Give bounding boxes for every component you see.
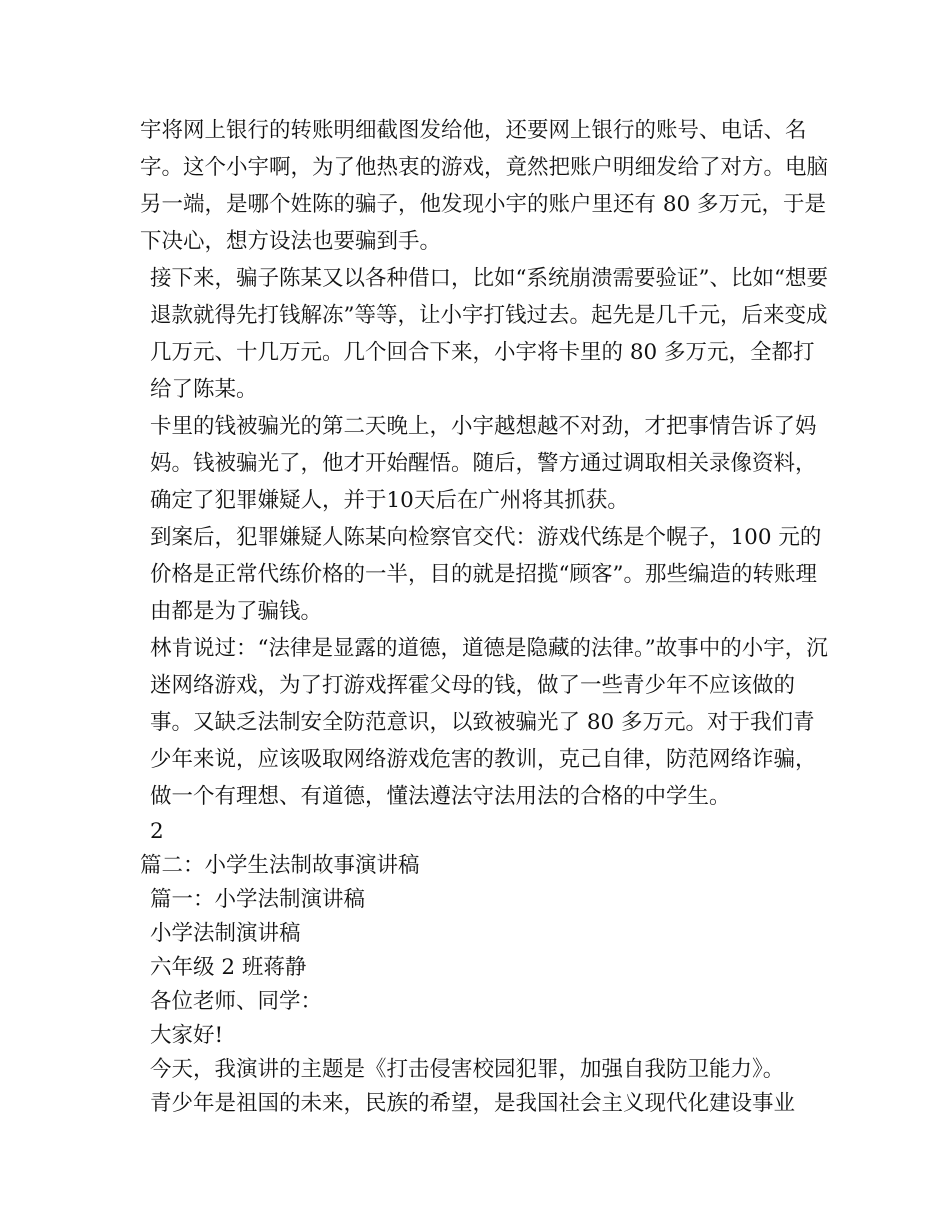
paragraph-1: 宇将网上银行的转账明细截图发给他，还要网上银行的账号、电话、名字。这个小宇啊，为了他热衷的游戏，竟然把账户明细发给了对方。电脑另一端，是哪个姓陈的骗子，他发现小宇的账户里还有 80 多万元，于是下决心，想方设法也要骗到手。 [140,118,829,254]
document-body [140,112,830,1121]
paragraph-3: 卡里的钱被骗光的第二天晚上，小宇越想越不对劲，才把事情告诉了妈妈。钱被骗光了，他才开始醒悟。随后，警方通过调取相关录像资料，确定了犯罪嫌疑人，并于10天后在广州将其抓获。 [150,414,817,513]
speech-title: 小学法制演讲稿 [150,921,301,946]
last-line: 青少年是祖国的未来，民族的希望，是我国社会主义现代化建设事业 [150,1091,796,1116]
paragraph-4: 到案后，犯罪嫌疑人陈某向检察官交代：游戏代练是个幌子，100 元的价格是正常代练价格的一半，目的就是招揽“顾客”。那些编造的转账理由都是为了骗钱。 [150,525,822,624]
topic-line: 今天，我演讲的主题是《打击侵害校园犯罪，加强自我防卫能力》。 [150,1057,785,1082]
paragraph-2: 接下来，骗子陈某又以各种借口，比如“系统崩溃需要验证”、比如“想要退款就得先打钱解冻”等等，让小宇打钱过去。起先是几千元，后来变成几万元、十几万元。几个回合下来，小宇将卡里的 80 多万元，全都打给了陈某。 [150,266,828,402]
page-number: 2 [150,819,164,844]
salutation: 各位老师、同学： [150,989,323,1014]
greeting: 大家好! [150,1023,224,1048]
paragraph-5: 林肯说过：“法律是显露的道德，道德是隐藏的法律。”故事中的小宇，沉迷网络游戏，为了打游戏挥霍父母的钱，做了一些青少年不应该做的事。又缺乏法制安全防范意识，以致被骗光了 80 多万元。对于我们青少年来说，应该吸取网络游戏危害的教训，克己自律，防范网络诈骗，做一个有理想、有道德，懂法遵法守法用法的合格的中学生。 [150,636,828,809]
sub-heading: 篇一：小学法制演讲稿 [150,887,366,912]
section-heading: 篇二：小学生法制故事演讲稿 [140,853,420,878]
speaker-line: 六年级 2 班蒋静 [150,955,307,980]
